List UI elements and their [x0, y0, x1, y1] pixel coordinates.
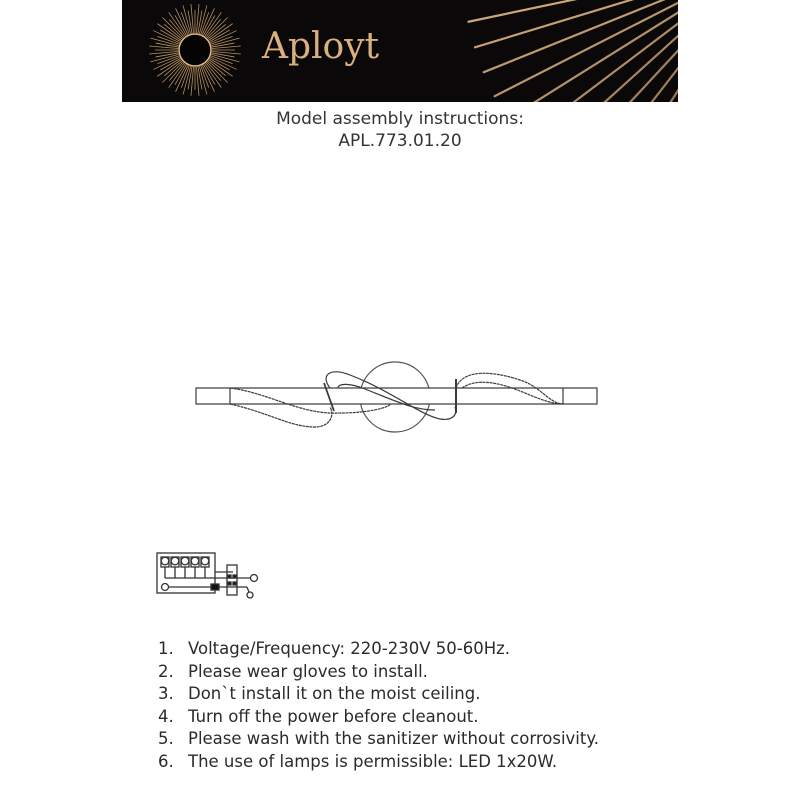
brand-logo: Aployt [262, 26, 380, 67]
safety-notes-list [158, 638, 599, 774]
note-item: 6. The use of lamps is permissible: LED 1x20W. [158, 751, 558, 771]
model-number: APL.773.01.20 [338, 131, 462, 151]
sunburst-decoration-icon [122, 0, 678, 102]
title-heading: Model assembly instructions: [276, 109, 524, 129]
note-item: 5. Please wash with the sanitizer without corrosivity. [158, 729, 600, 749]
lamp-drawing [190, 355, 610, 455]
note-item: 2. Please wear gloves to install. [158, 661, 428, 681]
note-item: 1. Voltage/Frequency: 220-230V 50-60Hz. [158, 639, 511, 658]
document-title [0, 108, 800, 152]
note-item: 4. Turn off the power before cleanout. [158, 706, 479, 726]
note-item: 3. Don`t install it on the moist ceiling. [158, 684, 481, 704]
wiring-diagram [155, 550, 265, 600]
brand-banner [122, 0, 678, 102]
